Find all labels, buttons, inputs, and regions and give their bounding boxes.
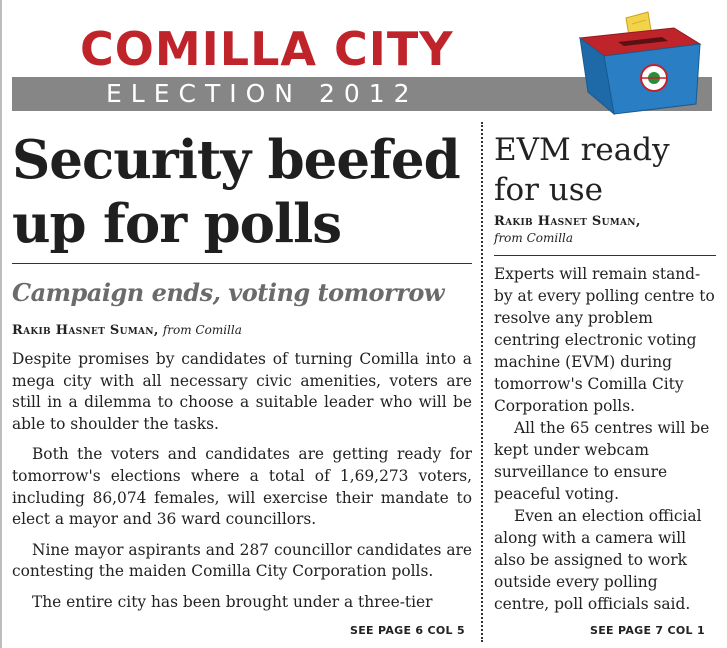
side-byline — [494, 214, 719, 246]
side-headline: EVM ready for use — [494, 132, 670, 208]
column-divider — [481, 122, 483, 642]
main-paragraph: Both the voters and candidates are getting ready for tomorrow's elections where a total of 1,69,273 voters, including 86,074 females, will exercise their mandate to elect a mayor and 36 ward councillors. — [12, 445, 472, 529]
banner-title: COMILLA CITY — [80, 22, 454, 76]
side-byline-location: from Comilla — [494, 231, 574, 245]
main-kicker: Campaign ends, voting tomorrow — [12, 278, 444, 307]
main-continuation-link[interactable]: SEE PAGE 6 COL 5 — [350, 624, 465, 637]
side-byline-name: Rakib Hasnet Suman, — [494, 214, 641, 229]
headline-divider — [12, 263, 472, 264]
side-paragraph: Even an election official along with a camera will also be assigned to work outside every polling centre, poll officials said. — [494, 507, 702, 613]
byline-name: Rakib Hasnet Suman, — [12, 323, 159, 338]
main-byline — [12, 320, 242, 341]
side-divider — [494, 255, 716, 256]
page-left-rule — [0, 0, 2, 648]
banner-subtitle: ELECTION 2012 — [106, 79, 419, 108]
side-body — [494, 263, 716, 615]
main-paragraph: Despite promises by candidates of turning Comilla into a mega city with all necessary civic amenities, voters are still in a dilemma to choose a suitable leader who will be able to shoulder the tasks. — [12, 350, 472, 433]
main-paragraph: Nine mayor aspirants and 287 councillor candidates are contesting the maiden Comilla City Corporation polls. — [12, 540, 472, 581]
side-paragraph: Experts will remain stand-by at every polling centre to resolve any problem centring electronic voting machine (EVM) during tomorrow's Comilla City Corporation polls. — [494, 265, 715, 415]
ballot-box-icon — [574, 4, 704, 116]
main-paragraph: The entire city has been brought under a three-tier — [32, 592, 433, 611]
byline-location: from Comilla — [162, 323, 242, 337]
side-paragraph: All the 65 centres will be kept under webcam surveillance to ensure peaceful voting. — [494, 419, 710, 503]
side-continuation-link[interactable]: SEE PAGE 7 COL 1 — [590, 624, 705, 637]
main-headline: Security beefed up for polls — [12, 129, 460, 255]
main-body — [12, 349, 472, 614]
